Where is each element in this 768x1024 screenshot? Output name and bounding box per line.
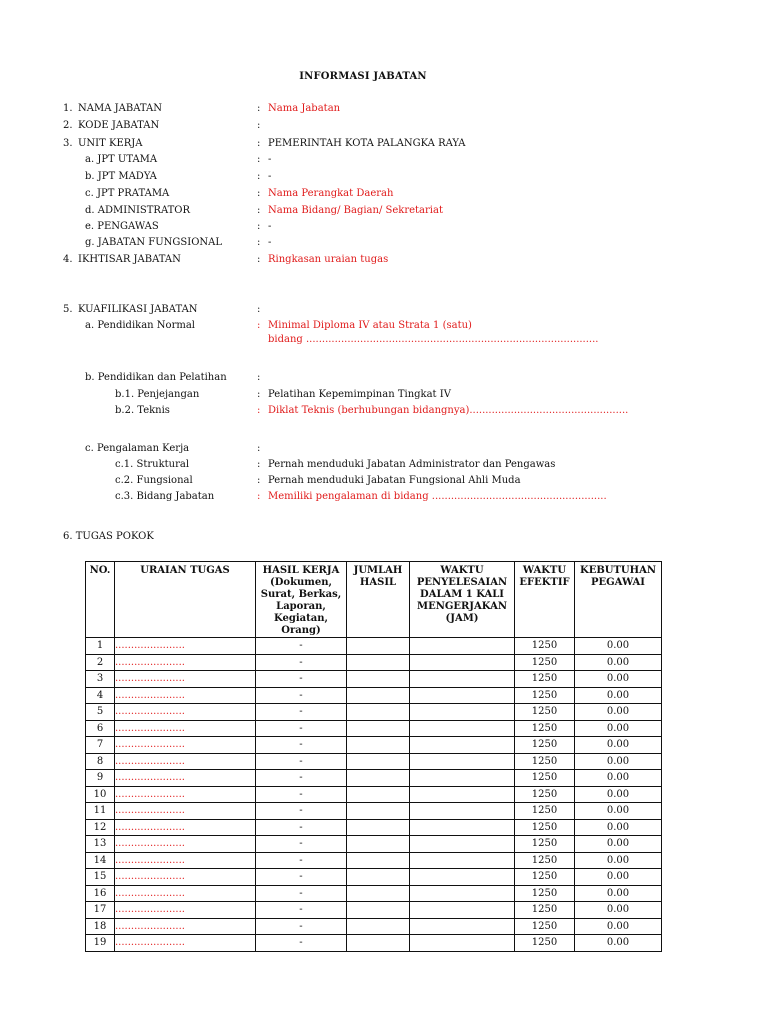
- cell-waktu: [410, 671, 515, 688]
- field-value-text: Memiliki pengalaman di bidang: [268, 491, 429, 502]
- cell-kebutuhan: 0.00: [575, 654, 662, 671]
- cell-hasil: -: [256, 654, 347, 671]
- field-value: -: [268, 237, 272, 248]
- field-value: -: [268, 154, 272, 165]
- field-label: a. JPT UTAMA: [85, 154, 158, 165]
- cell-efektif: 1250: [515, 638, 575, 655]
- cell-hasil: -: [256, 869, 347, 886]
- table-row: [86, 819, 662, 836]
- cell-kebutuhan: 0.00: [575, 836, 662, 853]
- field-colon: :: [257, 188, 261, 199]
- cell-uraian: ......................: [115, 869, 256, 886]
- cell-waktu: [410, 720, 515, 737]
- field-value: Pelatihan Kepemimpinan Tingkat IV: [268, 389, 451, 400]
- cell-jumlah: [347, 737, 410, 754]
- cell-no: 1: [86, 638, 115, 655]
- field-pengawas: [0, 220, 768, 234]
- table-row: [86, 638, 662, 655]
- fill-dots: ............................................................................................: [306, 334, 599, 345]
- cell-no: 12: [86, 819, 115, 836]
- cell-uraian: ......................: [115, 654, 256, 671]
- table-row: [86, 803, 662, 820]
- field-value: Nama Jabatan: [268, 103, 341, 114]
- cell-jumlah: [347, 885, 410, 902]
- cell-no: 10: [86, 786, 115, 803]
- cell-waktu: [410, 687, 515, 704]
- field-colon: :: [257, 120, 261, 131]
- cell-no: 19: [86, 935, 115, 952]
- field-value: Pernah menduduki Jabatan Administrator dan Pengawas: [268, 459, 556, 470]
- cell-waktu: [410, 737, 515, 754]
- field-pendidikan-pelatihan: [0, 371, 768, 385]
- cell-efektif: 1250: [515, 654, 575, 671]
- cell-jumlah: [347, 720, 410, 737]
- cell-efektif: 1250: [515, 737, 575, 754]
- cell-kebutuhan: 0.00: [575, 638, 662, 655]
- field-colon: :: [257, 103, 261, 114]
- cell-jumlah: [347, 638, 410, 655]
- field-colon: :: [257, 475, 261, 486]
- cell-no: 9: [86, 770, 115, 787]
- field-value: Nama Perangkat Daerah: [268, 188, 394, 199]
- cell-jumlah: [347, 671, 410, 688]
- field-colon: :: [257, 304, 261, 315]
- cell-kebutuhan: 0.00: [575, 753, 662, 770]
- cell-no: 2: [86, 654, 115, 671]
- cell-jumlah: [347, 753, 410, 770]
- table-row: [86, 852, 662, 869]
- cell-no: 4: [86, 687, 115, 704]
- cell-hasil: -: [256, 935, 347, 952]
- field-ikhtisar-jabatan: [0, 253, 768, 267]
- field-jpt-utama: [0, 153, 768, 167]
- col-header-jumlah-hasil: JUMLAH HASIL: [347, 562, 410, 638]
- cell-uraian: ......................: [115, 819, 256, 836]
- cell-jumlah: [347, 819, 410, 836]
- cell-jumlah: [347, 869, 410, 886]
- cell-kebutuhan: 0.00: [575, 786, 662, 803]
- field-label: c.3. Bidang Jabatan: [115, 491, 215, 502]
- cell-efektif: 1250: [515, 869, 575, 886]
- field-value: -: [268, 221, 272, 232]
- field-colon: :: [257, 405, 261, 416]
- cell-efektif: 1250: [515, 753, 575, 770]
- field-value: [268, 333, 598, 347]
- cell-kebutuhan: 0.00: [575, 770, 662, 787]
- cell-kebutuhan: 0.00: [575, 720, 662, 737]
- cell-efektif: 1250: [515, 720, 575, 737]
- cell-no: 13: [86, 836, 115, 853]
- field-pendidikan-formal-line2: [0, 333, 768, 347]
- cell-hasil: -: [256, 671, 347, 688]
- col-header-no: NO.: [86, 562, 115, 638]
- field-jpt-madya: [0, 170, 768, 184]
- field-number: 2.: [63, 120, 73, 131]
- field-value: [268, 490, 607, 504]
- cell-hasil: -: [256, 753, 347, 770]
- cell-uraian: ......................: [115, 720, 256, 737]
- cell-jumlah: [347, 687, 410, 704]
- cell-kebutuhan: 0.00: [575, 687, 662, 704]
- cell-waktu: [410, 654, 515, 671]
- field-kode-jabatan: [0, 119, 768, 133]
- cell-hasil: -: [256, 819, 347, 836]
- field-colon: :: [257, 221, 261, 232]
- cell-kebutuhan: 0.00: [575, 852, 662, 869]
- field-penjenjangan: [0, 388, 768, 402]
- cell-hasil: -: [256, 803, 347, 820]
- cell-no: 11: [86, 803, 115, 820]
- cell-efektif: 1250: [515, 786, 575, 803]
- cell-no: 8: [86, 753, 115, 770]
- cell-efektif: 1250: [515, 902, 575, 919]
- table-row: [86, 770, 662, 787]
- cell-efektif: 1250: [515, 704, 575, 721]
- fill-dots: .......................................................: [431, 491, 607, 502]
- cell-jumlah: [347, 918, 410, 935]
- cell-waktu: [410, 770, 515, 787]
- field-value: Ringkasan uraian tugas: [268, 254, 389, 265]
- col-header-waktu-penyelesaian: WAKTU PENYELESAIAN DALAM 1 KALI MENGERJAKAN (JAM): [410, 562, 515, 638]
- field-nama-jabatan: [0, 102, 768, 116]
- cell-hasil: -: [256, 786, 347, 803]
- cell-uraian: ......................: [115, 885, 256, 902]
- field-bidang-jabatan: [0, 490, 768, 504]
- cell-jumlah: [347, 803, 410, 820]
- cell-uraian: ......................: [115, 852, 256, 869]
- cell-efektif: 1250: [515, 836, 575, 853]
- field-label: IKHTISAR JABATAN: [78, 254, 181, 265]
- cell-uraian: ......................: [115, 836, 256, 853]
- cell-jumlah: [347, 786, 410, 803]
- field-colon: :: [257, 254, 261, 265]
- cell-uraian: ......................: [115, 786, 256, 803]
- field-value-text: Diklat Teknis (berhubungan bidangnya): [268, 405, 470, 416]
- table-row: [86, 836, 662, 853]
- cell-hasil: -: [256, 720, 347, 737]
- table-row: [86, 654, 662, 671]
- cell-waktu: [410, 836, 515, 853]
- field-colon: :: [257, 138, 261, 149]
- field-label: c.2. Fungsional: [115, 475, 193, 486]
- field-fungsional: [0, 474, 768, 488]
- cell-no: 14: [86, 852, 115, 869]
- field-label: g. JABATAN FUNGSIONAL: [85, 237, 223, 248]
- cell-uraian: ......................: [115, 671, 256, 688]
- cell-waktu: [410, 869, 515, 886]
- cell-kebutuhan: 0.00: [575, 819, 662, 836]
- cell-efektif: 1250: [515, 918, 575, 935]
- field-number: 1.: [63, 103, 73, 114]
- cell-uraian: ......................: [115, 737, 256, 754]
- cell-jumlah: [347, 902, 410, 919]
- cell-no: 18: [86, 918, 115, 935]
- cell-jumlah: [347, 770, 410, 787]
- field-teknis: [0, 404, 768, 418]
- field-kualifikasi-jabatan: [0, 303, 768, 317]
- cell-waktu: [410, 819, 515, 836]
- cell-kebutuhan: 0.00: [575, 803, 662, 820]
- table-row: [86, 918, 662, 935]
- field-number: 5.: [63, 304, 73, 315]
- field-value-text: bidang: [268, 334, 303, 345]
- field-colon: :: [257, 171, 261, 182]
- cell-efektif: 1250: [515, 819, 575, 836]
- table-row: [86, 786, 662, 803]
- field-value: Nama Bidang/ Bagian/ Sekretariat: [268, 205, 443, 216]
- cell-waktu: [410, 803, 515, 820]
- cell-efektif: 1250: [515, 671, 575, 688]
- field-value: PEMERINTAH KOTA PALANGKA RAYA: [268, 138, 466, 149]
- field-label: c. JPT PRATAMA: [85, 188, 170, 199]
- cell-uraian: ......................: [115, 704, 256, 721]
- cell-uraian: ......................: [115, 638, 256, 655]
- cell-kebutuhan: 0.00: [575, 918, 662, 935]
- cell-waktu: [410, 786, 515, 803]
- cell-uraian: ......................: [115, 918, 256, 935]
- cell-waktu: [410, 704, 515, 721]
- col-header-waktu-efektif: WAKTU EFEKTIF: [515, 562, 575, 638]
- cell-no: 3: [86, 671, 115, 688]
- cell-no: 17: [86, 902, 115, 919]
- field-label: b. JPT MADYA: [85, 171, 157, 182]
- table-row: [86, 671, 662, 688]
- table-row: [86, 704, 662, 721]
- cell-kebutuhan: 0.00: [575, 885, 662, 902]
- fill-dots: ..................................................: [469, 405, 629, 416]
- field-label: b. Pendidikan dan Pelatihan: [85, 372, 227, 383]
- col-header-uraian: URAIAN TUGAS: [115, 562, 256, 638]
- table-row: [86, 687, 662, 704]
- field-value: -: [268, 171, 272, 182]
- cell-kebutuhan: 0.00: [575, 671, 662, 688]
- cell-no: 15: [86, 869, 115, 886]
- cell-jumlah: [347, 852, 410, 869]
- cell-hasil: -: [256, 687, 347, 704]
- document-title: INFORMASI JABATAN: [299, 71, 427, 82]
- table-row: [86, 935, 662, 952]
- field-colon: :: [257, 237, 261, 248]
- field-label: c. Pengalaman Kerja: [85, 443, 190, 454]
- cell-efektif: 1250: [515, 935, 575, 952]
- field-colon: :: [257, 389, 261, 400]
- cell-no: 16: [86, 885, 115, 902]
- field-label: UNIT KERJA: [78, 138, 143, 149]
- cell-waktu: [410, 935, 515, 952]
- field-struktural: [0, 458, 768, 472]
- field-colon: :: [257, 154, 261, 165]
- cell-waktu: [410, 902, 515, 919]
- tugas-pokok-table: [85, 561, 662, 952]
- field-label: KUAFILIKASI JABATAN: [78, 304, 198, 315]
- field-unit-kerja: [0, 137, 768, 151]
- cell-hasil: -: [256, 852, 347, 869]
- cell-efektif: 1250: [515, 770, 575, 787]
- cell-waktu: [410, 885, 515, 902]
- cell-waktu: [410, 753, 515, 770]
- field-label: c.1. Struktural: [115, 459, 190, 470]
- section-heading-tugas-pokok: 6. TUGAS POKOK: [63, 531, 154, 542]
- cell-hasil: -: [256, 770, 347, 787]
- cell-kebutuhan: 0.00: [575, 869, 662, 886]
- field-colon: :: [257, 320, 261, 331]
- cell-hasil: -: [256, 836, 347, 853]
- field-pendidikan-formal: [0, 319, 768, 333]
- field-pengalaman-kerja: [0, 442, 768, 456]
- col-header-hasil-kerja: HASIL KERJA (Dokumen, Surat, Berkas, Laporan, Kegiatan, Orang): [256, 562, 347, 638]
- cell-no: 7: [86, 737, 115, 754]
- cell-jumlah: [347, 704, 410, 721]
- field-number: 4.: [63, 254, 73, 265]
- cell-uraian: ......................: [115, 803, 256, 820]
- field-colon: :: [257, 372, 261, 383]
- cell-hasil: -: [256, 704, 347, 721]
- field-label: b.2. Teknis: [115, 405, 170, 416]
- table-row: [86, 869, 662, 886]
- field-label: a. Pendidikan Normal: [85, 320, 195, 331]
- field-colon: :: [257, 459, 261, 470]
- cell-efektif: 1250: [515, 687, 575, 704]
- cell-kebutuhan: 0.00: [575, 737, 662, 754]
- field-colon: :: [257, 491, 261, 502]
- field-jabatan-fungsional: [0, 236, 768, 250]
- cell-jumlah: [347, 654, 410, 671]
- cell-uraian: ......................: [115, 687, 256, 704]
- cell-jumlah: [347, 836, 410, 853]
- cell-uraian: ......................: [115, 902, 256, 919]
- table-row: [86, 720, 662, 737]
- field-colon: :: [257, 443, 261, 454]
- field-label: NAMA JABATAN: [78, 103, 162, 114]
- cell-waktu: [410, 638, 515, 655]
- cell-kebutuhan: 0.00: [575, 935, 662, 952]
- table-row: [86, 885, 662, 902]
- field-label: d. ADMINISTRATOR: [85, 205, 191, 216]
- cell-kebutuhan: 0.00: [575, 704, 662, 721]
- table-row: [86, 737, 662, 754]
- table-row: [86, 753, 662, 770]
- field-value: Minimal Diploma IV atau Strata 1 (satu): [268, 320, 472, 331]
- field-label: e. PENGAWAS: [85, 221, 159, 232]
- table-header-row: [86, 562, 662, 638]
- field-colon: :: [257, 205, 261, 216]
- cell-hasil: -: [256, 885, 347, 902]
- col-header-kebutuhan-pegawai: KEBUTUHAN PEGAWAI: [575, 562, 662, 638]
- cell-waktu: [410, 918, 515, 935]
- cell-efektif: 1250: [515, 885, 575, 902]
- cell-no: 6: [86, 720, 115, 737]
- field-number: 3.: [63, 138, 73, 149]
- cell-jumlah: [347, 935, 410, 952]
- field-value: [268, 404, 628, 418]
- field-label: KODE JABATAN: [78, 120, 160, 131]
- cell-kebutuhan: 0.00: [575, 902, 662, 919]
- cell-no: 5: [86, 704, 115, 721]
- cell-uraian: ......................: [115, 770, 256, 787]
- cell-waktu: [410, 852, 515, 869]
- cell-hasil: -: [256, 902, 347, 919]
- cell-uraian: ......................: [115, 935, 256, 952]
- cell-hasil: -: [256, 737, 347, 754]
- cell-efektif: 1250: [515, 852, 575, 869]
- field-label: b.1. Penjejangan: [115, 389, 200, 400]
- table-row: [86, 902, 662, 919]
- field-value: Pernah menduduki Jabatan Fungsional Ahli Muda: [268, 475, 521, 486]
- cell-hasil: -: [256, 638, 347, 655]
- cell-efektif: 1250: [515, 803, 575, 820]
- cell-hasil: -: [256, 918, 347, 935]
- cell-uraian: ......................: [115, 753, 256, 770]
- field-administrator: [0, 204, 768, 218]
- field-jpt-pratama: [0, 187, 768, 201]
